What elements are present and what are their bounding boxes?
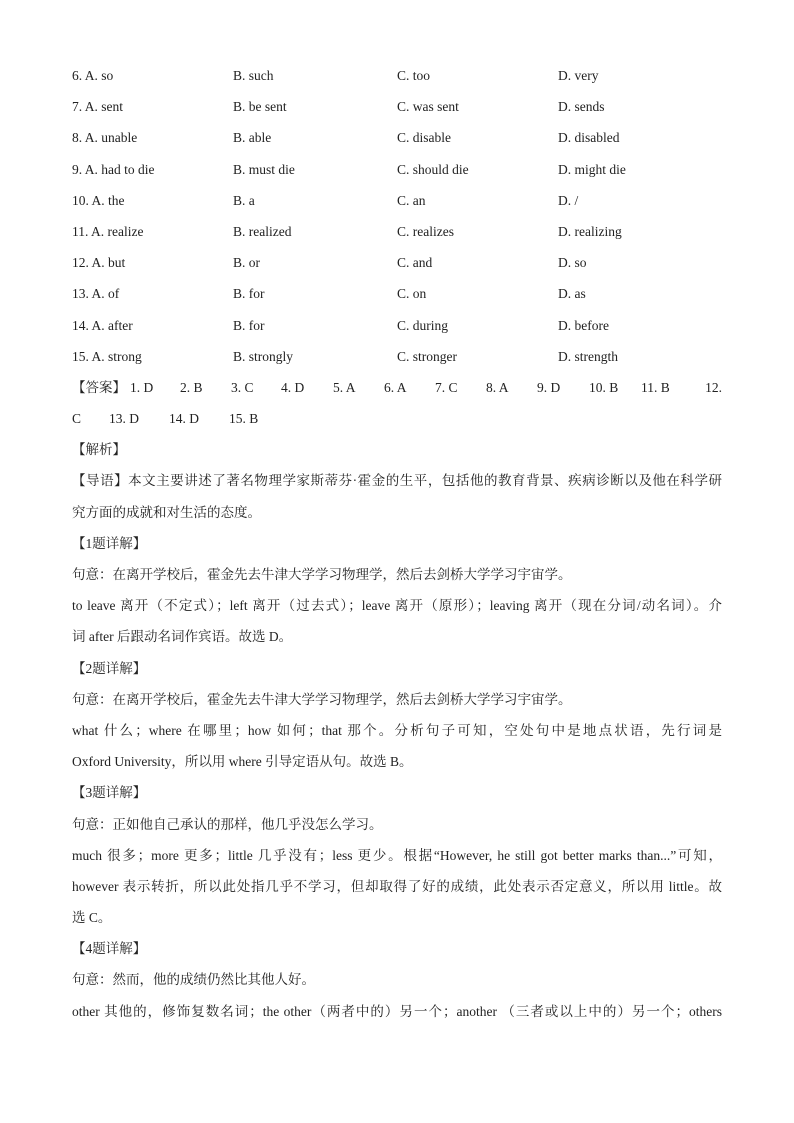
answer-number: 7. bbox=[435, 379, 446, 395]
option-a: 10. A. the bbox=[72, 192, 125, 208]
answer-number: 10. bbox=[589, 379, 606, 395]
answer-item bbox=[333, 372, 356, 403]
answer-item bbox=[281, 372, 304, 403]
answer-number: 1. bbox=[130, 379, 141, 395]
analysis-label: 【解析】 bbox=[72, 442, 126, 458]
option-c: C. and bbox=[397, 255, 433, 271]
detail-heading: 【3题详解】 bbox=[72, 785, 147, 801]
answer-letter: D bbox=[550, 379, 561, 395]
answer-number: 2. bbox=[180, 379, 191, 395]
question-row bbox=[72, 122, 722, 153]
option-d: D. as bbox=[558, 286, 586, 302]
answer-letter: A bbox=[396, 379, 407, 395]
answer-item bbox=[486, 372, 509, 403]
option-a: 13. A. of bbox=[72, 286, 120, 302]
option-b: B. a bbox=[233, 192, 255, 208]
option-c: C. was sent bbox=[397, 99, 459, 115]
option-b: B. able bbox=[233, 130, 272, 146]
option-a: 14. A. after bbox=[72, 317, 133, 333]
answer-number: 11. bbox=[641, 379, 658, 395]
detail-line: what 什么；where 在哪里；how 如何；that 那个。分析句子可知，空处句中是地点状语，先行词是 bbox=[72, 722, 722, 738]
detail-line: 句意：正如他自己承认的那样，他几乎没怎么学习。 bbox=[72, 816, 383, 832]
option-a: 6. A. so bbox=[72, 68, 114, 83]
answer-number: 15. bbox=[229, 411, 246, 427]
answer-item bbox=[169, 403, 199, 434]
answer-number: 5. bbox=[333, 379, 344, 395]
answer-letter: B bbox=[609, 379, 619, 395]
question-row bbox=[72, 341, 722, 372]
answer-letter: B bbox=[193, 379, 203, 395]
option-a: 12. A. but bbox=[72, 255, 126, 271]
intro-line: 【导语】本文主要讲述了著名物理学家斯蒂芬·霍金的生平，包括他的教育背景、疾病诊断以及他在科学研 bbox=[72, 473, 722, 489]
answer-number: 13. bbox=[109, 411, 126, 427]
answer-letter: C bbox=[448, 379, 458, 395]
answer-line bbox=[72, 403, 722, 434]
option-a: 15. A. strong bbox=[72, 348, 142, 364]
detail-line: much 很多；more 更多；little 几乎没有；less 更少。根据“However, he still got better marks than...”可知， bbox=[72, 847, 722, 863]
answer-item bbox=[537, 372, 560, 403]
option-b: B. such bbox=[233, 68, 274, 83]
answer-item bbox=[435, 372, 458, 403]
options-list bbox=[72, 60, 722, 372]
answer-label: 【答案】 bbox=[72, 379, 126, 395]
answer-number: 6. bbox=[384, 379, 395, 395]
answer-number: 8. bbox=[486, 379, 497, 395]
answer-letter: B bbox=[249, 411, 259, 427]
option-c: C. stronger bbox=[397, 348, 457, 364]
document-content bbox=[72, 60, 722, 1027]
option-a: 7. A. sent bbox=[72, 99, 124, 115]
option-d: D. strength bbox=[558, 348, 618, 364]
answer-item bbox=[589, 372, 618, 403]
option-c: C. on bbox=[397, 286, 427, 302]
detail-heading: 【4题详解】 bbox=[72, 941, 147, 957]
question-row bbox=[72, 91, 722, 122]
answer-item bbox=[180, 372, 203, 403]
answer-item bbox=[384, 372, 407, 403]
option-d: D. before bbox=[558, 317, 609, 333]
question-row bbox=[72, 310, 722, 341]
option-c: C. should die bbox=[397, 161, 469, 177]
option-b: B. for bbox=[233, 317, 265, 333]
option-d: D. so bbox=[558, 255, 587, 271]
option-b: B. for bbox=[233, 286, 265, 302]
answer-line bbox=[72, 372, 722, 403]
answer-letter: B bbox=[660, 379, 670, 395]
detail-line: to leave 离开（不定式）；left 离开（过去式）；leave 离开（原形）；leaving 离开（现在分词/动名词）。介 bbox=[72, 598, 722, 614]
option-c: C. too bbox=[397, 68, 431, 83]
question-row bbox=[72, 60, 722, 91]
answer-letter: D bbox=[129, 411, 139, 427]
question-row bbox=[72, 278, 722, 309]
option-c: C. an bbox=[397, 192, 426, 208]
detail-heading: 【1题详解】 bbox=[72, 535, 147, 551]
detail-line: Oxford University，所以用 where 引导定语从句。故选 B。 bbox=[72, 754, 413, 770]
answer-item bbox=[641, 372, 670, 403]
option-b: B. or bbox=[233, 255, 260, 271]
detail-line: 选 C。 bbox=[72, 910, 112, 926]
option-a: 8. A. unable bbox=[72, 130, 138, 146]
answer-letter: A bbox=[345, 379, 356, 395]
option-c: C. during bbox=[397, 317, 449, 333]
detail-line: 句意：然而，他的成绩仍然比其他人好。 bbox=[72, 972, 315, 988]
question-row bbox=[72, 247, 722, 278]
answer-letter: C bbox=[244, 379, 254, 395]
option-d: D. disabled bbox=[558, 130, 620, 146]
question-row bbox=[72, 185, 722, 216]
detail-heading: 【2题详解】 bbox=[72, 660, 147, 676]
answer-number: 3. bbox=[231, 379, 242, 395]
option-b: B. strongly bbox=[233, 348, 294, 364]
option-b: B. be sent bbox=[233, 99, 287, 115]
option-d: D. / bbox=[558, 192, 579, 208]
detail-line: however 表示转折，所以此处指几乎不学习，但却取得了好的成绩，此处表示否定意义，所以用 little。故 bbox=[72, 878, 722, 894]
option-c: C. disable bbox=[397, 130, 451, 146]
option-b: B. must die bbox=[233, 161, 295, 177]
answer-item bbox=[130, 372, 153, 403]
option-b: B. realized bbox=[233, 223, 292, 239]
answer-letter: D bbox=[189, 411, 199, 427]
question-row bbox=[72, 216, 722, 247]
answer-letter: A bbox=[498, 379, 509, 395]
option-d: D. sends bbox=[558, 99, 605, 115]
detail-line: 句意：在离开学校后，霍金先去牛津大学学习物理学，然后去剑桥大学学习宇宙学。 bbox=[72, 567, 572, 582]
answer-item bbox=[109, 403, 139, 434]
answer-letter: D bbox=[294, 379, 305, 395]
answer-number: 9. bbox=[537, 379, 548, 395]
intro-line: 究方面的成就和对生活的态度。 bbox=[72, 504, 261, 520]
answer-number: 4. bbox=[281, 379, 292, 395]
detail-line: 词 after 后跟动名词作宾语。故选 D。 bbox=[72, 629, 293, 645]
answer-letter: D bbox=[143, 379, 154, 395]
answer-number: 14. bbox=[169, 411, 186, 427]
option-d: D. might die bbox=[558, 161, 626, 177]
answer-item bbox=[229, 403, 258, 434]
option-d: D. very bbox=[558, 68, 599, 83]
answer-item bbox=[231, 372, 254, 403]
option-c: C. realizes bbox=[397, 223, 454, 239]
detail-line: other 其他的，修饰复数名词；the other（两者中的）另一个；another （三者或以上中的）另一个；others bbox=[72, 1003, 722, 1019]
answer-number: 12. bbox=[705, 379, 722, 395]
option-a: 9. A. had to die bbox=[72, 161, 155, 177]
answer-letter: C bbox=[72, 411, 82, 427]
option-a: 11. A. realize bbox=[72, 223, 144, 239]
detail-line: 句意：在离开学校后，霍金先去牛津大学学习物理学，然后去剑桥大学学习宇宙学。 bbox=[72, 691, 572, 707]
question-row bbox=[72, 154, 722, 185]
option-d: D. realizing bbox=[558, 223, 622, 239]
